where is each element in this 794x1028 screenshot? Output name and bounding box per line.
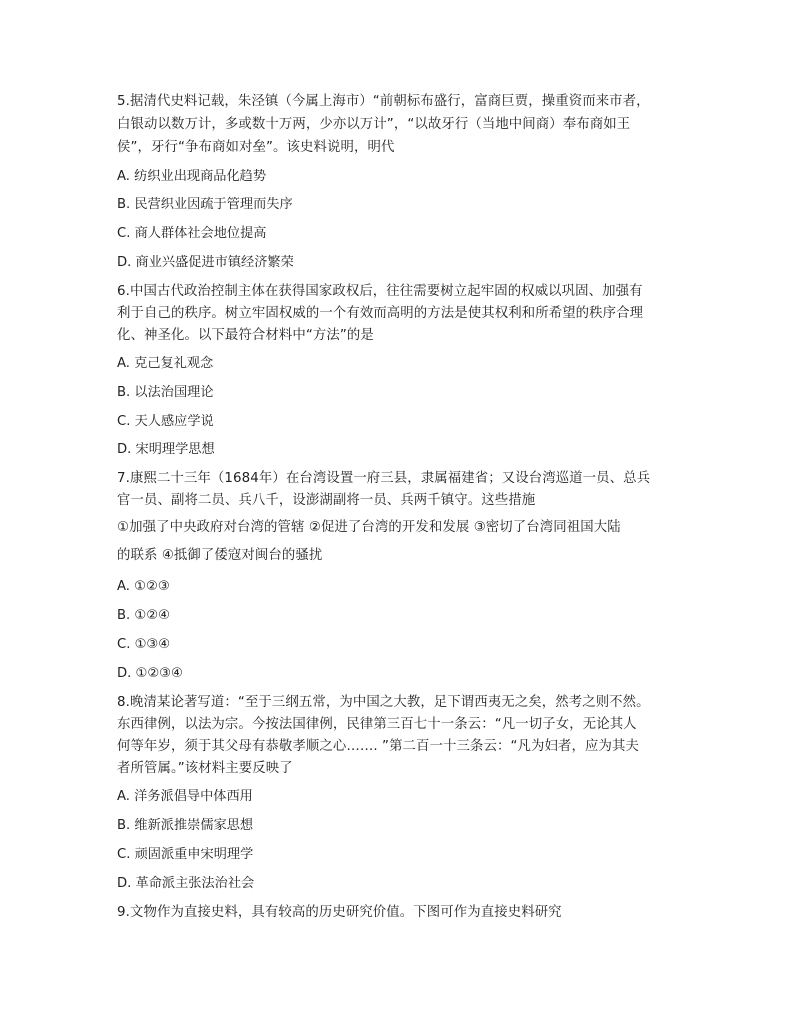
q6-option-a: A. 克己复礼观念 [117, 356, 214, 371]
q7-stem-line-3: ①加强了中央政府对台湾的管辖 ②促进了台湾的开发和发展 ③密切了台湾同祖国大陆 [117, 520, 621, 535]
q7-option-b: B. ①②④ [117, 608, 170, 623]
q6-stem-line-2: 利于自己的秩序。树立牢固权威的一个有效而高明的方法是使其权利和所希望的秩序合理 [117, 306, 644, 321]
q7-option-a: A. ①②③ [117, 579, 170, 594]
q8-option-c: C. 顽固派重申宋明理学 [117, 847, 254, 862]
q5-option-b: B. 民营织业因疏于管理而失序 [117, 197, 293, 212]
q6-stem-line-1: 6.中国古代政治控制主体在获得国家政权后，往往需要树立起牢固的权威以巩固、加强有 [117, 284, 643, 299]
q9-stem-line-1: 9.文物作为直接史料，具有较高的历史研究价值。下图可作为直接史料研究 [117, 905, 562, 920]
q8-stem-line-3: 何等年岁，须于其父母有恭敬孝顺之心……. ”第二百一十三条云：“凡为妇者，应为其夫 [117, 739, 639, 754]
q7-stem-line-2: 官一员、副将二员、兵八千，设澎湖副将一员、兵两千镇守。这些措施 [117, 493, 536, 508]
q6-stem-line-3: 化、神圣化。以下最符合材料中“方法”的是 [117, 328, 374, 343]
q5-stem-line-3: 侯”，牙行“争布商如对垒”。该史料说明，明代 [117, 140, 395, 155]
q8-stem-line-4: 者所管属。”该材料主要反映了 [117, 761, 293, 776]
q7-stem-line-1: 7.康熙二十三年（1684年）在台湾设置一府三县，隶属福建省；又设台湾巡道一员、总兵 [117, 471, 651, 486]
q7-option-c: C. ①③④ [117, 637, 171, 652]
q7-stem-line-4: 的联系 ④抵御了倭寇对闽台的骚扰 [117, 548, 323, 563]
q5-option-c: C. 商人群体社会地位提高 [117, 226, 267, 241]
q6-option-d: D. 宋明理学思想 [117, 442, 215, 457]
q8-stem-line-2: 东西律例，以法为宗。今按法国律例，民律第三百七十一条云：“凡一切子女，无论其人 [117, 717, 637, 732]
q8-option-a: A. 洋务派倡导中体西用 [117, 789, 253, 804]
q8-stem-line-1: 8.晚清某论著写道：“至于三纲五常，为中国之大教，足下谓西夷无之矣，然考之则不然。 [117, 695, 650, 710]
q6-option-b: B. 以法治国理论 [117, 385, 214, 400]
q7-option-d: D. ①②③④ [117, 666, 183, 681]
q5-stem-line-2: 白银动以数万计，多或数十万两，少亦以万计”，“以故牙行（当地中间商）奉布商如王 [117, 117, 631, 132]
q6-option-c: C. 天人感应学说 [117, 414, 214, 429]
q5-option-a: A. 纺织业出现商品化趋势 [117, 169, 267, 184]
q8-option-d: D. 革命派主张法治社会 [117, 876, 255, 891]
q5-option-d: D. 商业兴盛促进市镇经济繁荣 [117, 255, 294, 270]
q5-stem-line-1: 5.据清代史料记载，朱泾镇（今属上海市）“前朝标布盛行，富商巨贾，操重资而来市者， [117, 94, 650, 109]
q8-option-b: B. 维新派推崇儒家思想 [117, 818, 254, 833]
